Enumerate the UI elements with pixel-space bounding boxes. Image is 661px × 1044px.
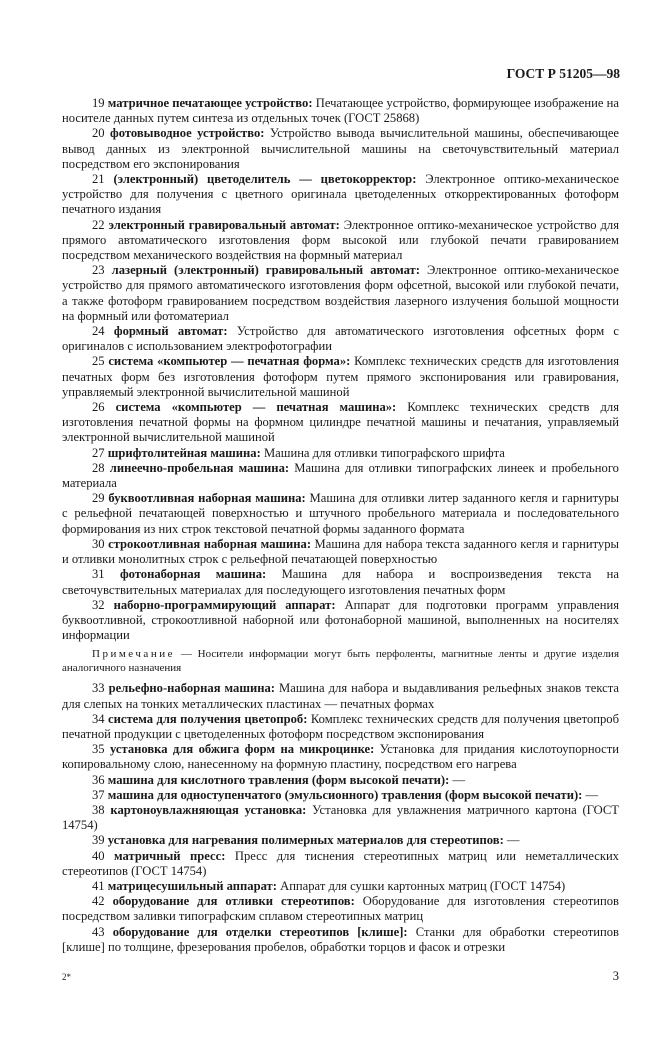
- term-definition: Электронное оптико-механическое устройство для прямого автоматического изготовления форм высокой или глубокой печати гравированием посредством механического воздействия на формный материал: [62, 217, 619, 263]
- note-label: Примечание: [92, 648, 175, 661]
- term-entry: [62, 849, 619, 879]
- term-entry: [62, 879, 619, 894]
- document-body: [62, 96, 619, 955]
- term-definition: Установка для придания кислотоупорности копировальному слою, нанесенному на формную пластину, посредством его нагрева: [62, 742, 620, 772]
- term-name: (электронный) цветоделитель — цветокорректор:: [113, 172, 417, 187]
- term-number: 39: [92, 833, 105, 848]
- term-entry: [62, 788, 619, 803]
- term-definition: Машина для набора и выдавливания рельефных знаков текста для слепых на тонких металлических пластинах — печатных формах: [62, 681, 619, 711]
- term-number: 25: [92, 354, 105, 369]
- term-definition: Машина для набора и воспроизведения текста на светочувствительных материалах для последующего изготовления печатных форм: [62, 567, 620, 597]
- term-name: система «компьютер — печатная машина»:: [115, 400, 397, 415]
- term-entry: [62, 742, 619, 772]
- term-number: 33: [92, 681, 105, 696]
- term-name: установка для обжига форм на микроцинке:: [110, 742, 375, 757]
- term-definition: Машина для отливки литер заданного кегля и гарнитуры с рельефной печатающей поверхностью и штучного пробельного материала и последовательного формирования из них строк текстовой печатной формы заданного формата: [62, 491, 620, 536]
- term-entry: [62, 681, 619, 711]
- term-name: матрицесушильный аппарат:: [107, 878, 277, 893]
- term-number: 36: [92, 772, 105, 787]
- term-definition: Комплекс технических средств для изготовления печатных форм без изготовления фотоформ путем прямого экспонирования или гравирования, управляемый электронной вычислительной машиной: [62, 354, 620, 399]
- term-entry: [62, 354, 619, 400]
- term-definition: Комплекс технических средств для изготовления печатной формы на формном цилиндре печатной машины и печатания, управляемый электронной вычислительной машиной: [62, 400, 619, 445]
- term-definition: —: [452, 772, 466, 787]
- term-number: 26: [92, 400, 105, 415]
- term-number: 24: [92, 324, 105, 339]
- term-number: 40: [92, 848, 105, 863]
- term-name: оборудование для отделки стереотипов [клише]:: [112, 924, 408, 939]
- term-definition: Устройство вывода вычислительной машины, обеспечивающее вывод данных из электронной вычислительной машины на светочувствительный материал посредством его экспонирования: [62, 126, 619, 171]
- term-name: картоноувлажняющая установка:: [110, 802, 307, 817]
- term-name: система для получения цветопроб:: [108, 711, 308, 726]
- term-number: 41: [92, 878, 105, 893]
- term-number: 22: [92, 217, 105, 232]
- term-number: 35: [92, 742, 105, 757]
- term-definition: —: [585, 787, 599, 802]
- page-footer: [62, 969, 619, 1044]
- term-name: оборудование для отливки стереотипов:: [112, 894, 355, 909]
- term-entry: [62, 172, 619, 218]
- term-number: 29: [92, 491, 105, 506]
- term-entry: [62, 773, 619, 788]
- term-name: рельефно-наборная машина:: [108, 681, 275, 696]
- term-name: машина для одноступенчатого (эмульсионного) травления (форм высокой печати):: [107, 787, 583, 802]
- term-number: 37: [92, 787, 105, 802]
- term-definition: —: [506, 833, 520, 848]
- term-name: фотонаборная машина:: [119, 567, 267, 582]
- term-number: 23: [92, 263, 105, 278]
- term-entry: [62, 803, 619, 833]
- term-definition: Машина для отливки типографского шрифта: [263, 445, 505, 460]
- term-entry: [62, 598, 619, 644]
- term-name: установка для нагревания полимерных материалов для стереотипов:: [107, 833, 504, 848]
- term-name: матричный пресс:: [114, 848, 226, 863]
- term-list: [62, 96, 619, 643]
- term-name: шрифтолитейная машина:: [107, 445, 261, 460]
- term-name: система «компьютер — печатная форма»:: [108, 354, 351, 369]
- term-name: строкоотливная наборная машина:: [108, 536, 312, 551]
- term-definition: Аппарат для подготовки программ управления буквоотливной, строкоотливной наборной или фотонаборной машиной, выполненных на носителях информации: [62, 597, 619, 643]
- document-id-header: ГОСТ Р 51205—98: [506, 66, 620, 81]
- term-name: электронный гравировальный автомат:: [108, 217, 340, 232]
- term-entry: [62, 96, 619, 126]
- term-name: машина для кислотного травления (форм высокой печати):: [107, 772, 450, 787]
- term-entry: [62, 712, 619, 742]
- term-definition: Электронное оптико-механическое устройство для получения с цветного оригинала цветоделенных откорректированных фотоформ печатного издания: [62, 172, 619, 217]
- term-entry: [62, 324, 619, 354]
- term-number: 38: [92, 802, 105, 817]
- term-name: лазерный (электронный) гравировальный автомат:: [111, 263, 420, 278]
- term-entry: [62, 894, 619, 924]
- term-name: матричное печатающее устройство:: [107, 96, 313, 110]
- term-number: 30: [92, 536, 105, 551]
- term-definition: Пресс для тиснения стереотипных матриц или неметаллических стереотипов (ГОСТ 14754): [62, 848, 619, 878]
- term-number: 32: [92, 597, 105, 612]
- term-definition: Машина для набора текста заданного кегля и гарнитуры и отливки монолитных строк с рельефной печатающей поверхностью: [62, 536, 619, 567]
- term-definition: Машина для отливки типографских линеек и пробельного материала: [62, 460, 619, 491]
- term-name: фотовыводное устройство:: [110, 126, 265, 141]
- sheet-mark: 2*: [62, 971, 71, 982]
- term-number: 43: [92, 924, 105, 939]
- term-definition: Устройство для автоматического изготовления офсетных форм с оригиналов с использованием электрофотографии: [62, 324, 620, 354]
- term-definition: Установка для увлажнения матричного картона (ГОСТ 14754): [62, 802, 619, 833]
- term-number: 42: [92, 894, 105, 909]
- term-entry: [62, 833, 619, 848]
- term-entry: [62, 567, 619, 597]
- term-definition: Аппарат для сушки картонных матриц (ГОСТ 14754): [280, 878, 566, 893]
- term-name: буквоотливная наборная машина:: [108, 491, 306, 506]
- term-number: 19: [92, 96, 105, 110]
- note: [62, 648, 619, 675]
- term-entry: [62, 461, 619, 491]
- term-name: линеечно-пробельная машина:: [109, 460, 290, 475]
- term-definition: Оборудование для изготовления стереотипов посредством заливки типографским сплавом стереотипных матриц: [62, 894, 619, 924]
- term-entry: [62, 537, 619, 567]
- term-number: 20: [92, 126, 105, 141]
- term-definition: Станки для обработки стереотипов [клише] по толщине, фрезерования пробелов, обработки торцов и фасок и отрезки: [62, 924, 619, 954]
- term-entry: [62, 126, 619, 172]
- term-definition: Печатающее устройство, формирующее изображение на носителе данных путем синтеза из отдельных точек (ГОСТ 25868): [62, 96, 619, 126]
- term-number: 34: [92, 711, 105, 726]
- term-entry: [62, 263, 619, 324]
- term-number: 31: [92, 567, 105, 582]
- term-entry: [62, 218, 619, 264]
- term-name: формный автомат:: [113, 324, 228, 339]
- term-list-continued: [62, 681, 619, 955]
- term-entry: [62, 446, 619, 461]
- term-name: наборно-программирующий аппарат:: [113, 597, 336, 612]
- term-entry: [62, 400, 619, 446]
- term-number: 27: [92, 445, 105, 460]
- note-text: — Носители информации могут быть перфоленты, магнитные ленты и другие изделия аналогичного назначения: [62, 648, 620, 674]
- term-number: 28: [92, 460, 105, 475]
- term-entry: [62, 925, 619, 955]
- term-definition: Электронное оптико-механическое устройство для прямого автоматического изготовления форм офсетной, высокой или глубокой печати, а также фотоформ гравированием посредством воздействия лазерного излучения большой мощности на формный или фотоматериал: [62, 263, 619, 323]
- term-entry: [62, 491, 619, 537]
- term-number: 21: [92, 172, 105, 187]
- page-number: 3: [612, 968, 619, 983]
- term-definition: Комплекс технических средств для получения цветопроб печатной продукции с цветоделенных фотоформ посредством экспонирования: [62, 711, 620, 741]
